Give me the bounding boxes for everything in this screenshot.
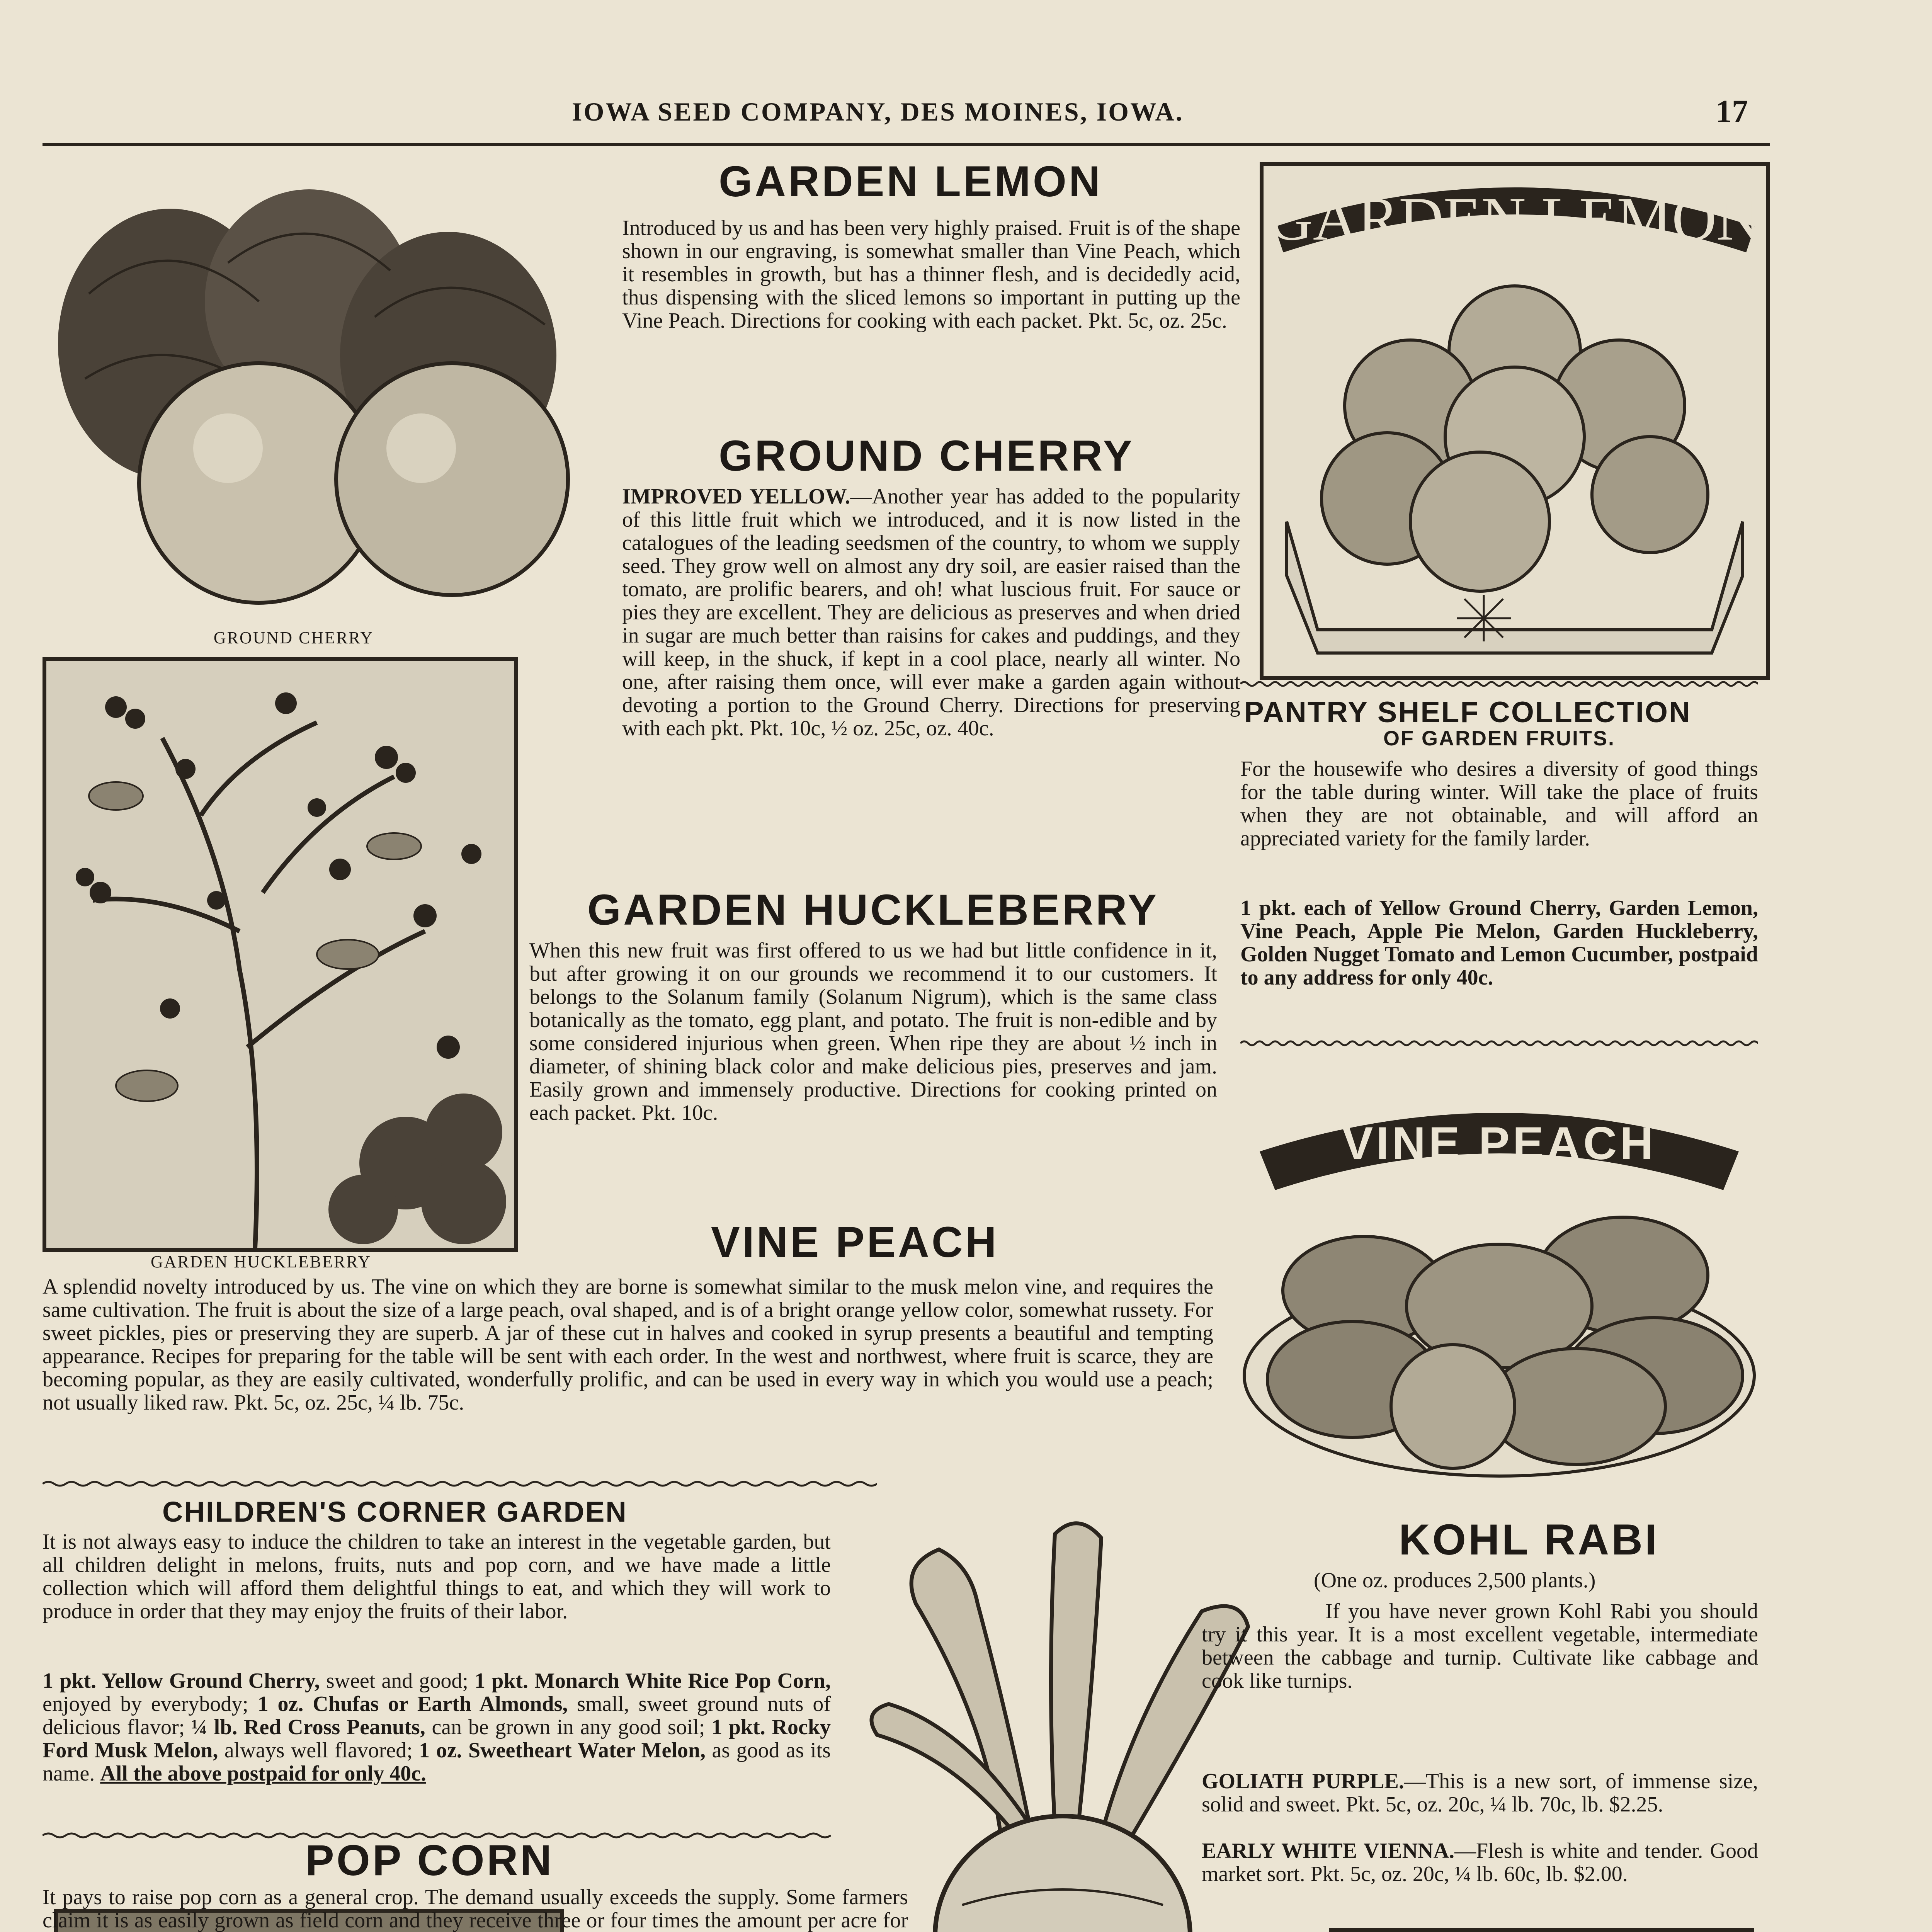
garden-huckleberry-caption: GARDEN HUCKLEBERRY xyxy=(151,1252,372,1271)
early-white-vienna-name: EARLY WHITE VIENNA. xyxy=(1202,1839,1455,1863)
offer-pop-corn: 1 pkt. Monarch White Rice Pop Corn, xyxy=(474,1669,831,1693)
ground-cherry-illustration xyxy=(43,178,576,611)
offer-text-2: enjoyed by everybody; xyxy=(43,1692,258,1716)
ground-cherry-description: —Another year has added to the popularity of this little fruit which we introduced, and it is now listed in the catalogues of the leading seedsmen of the country, to whom we supply seed. They grow well on almost any dry soil, are easier raised than the tomato, are prolific bearers, and oh! what luscious fruit. For sauce or pies they are excellent. They are delicious as preserves and when dried in sugar are much better than raisins for cakes and puddings, and they will keep, in the shuck, if kept in a cool place, nearly all winter. No one, after raising them once, will ever make a garden again without devoting a portion to the Ground Cherry. Directions for preserving with each pkt. Pkt. 10c, ½ oz. 25c, oz. 40c. xyxy=(622,485,1240,740)
vine-peach-heading: VINE PEACH xyxy=(711,1218,999,1266)
garden-lemon-illustration xyxy=(1260,162,1770,680)
offer-text-3: small, sweet ground nuts of delicious flavor; xyxy=(43,1692,831,1739)
goliath-purple-entry xyxy=(1202,1770,1758,1816)
pantry-offer: 1 pkt. each of Yellow Ground Cherry, Garden Lemon, Vine Peach, Apple Pie Melon, Garden Huckleberry, Golden Nugget Tomato and Lemon Cucumber, postpaid to any address for only 40c. xyxy=(1240,896,1758,990)
goliath-purple-name: GOLIATH PURPLE. xyxy=(1202,1769,1404,1793)
leek-illustration xyxy=(1329,1928,1754,1932)
page-number: 17 xyxy=(1716,94,1748,129)
vine-peach-rule xyxy=(43,1480,877,1488)
kohl-rabi-text: If you have never grown Kohl Rabi you should try it this year. It is a most excellent vegetable, intermediate between the cabbage and turnip. Cultivate like cabbage and cook like turnips. xyxy=(1202,1599,1758,1693)
pantry-text: For the housewife who desires a diversity of good things for the table during winter. Will take the place of fruits when they are not obtainable, and will afford an appreciated variety for the family larder. xyxy=(1240,757,1758,850)
ground-cherry-text xyxy=(622,485,1240,740)
garden-huckleberry-heading: GARDEN HUCKLEBERRY xyxy=(587,886,1159,934)
vine-peach-illustration xyxy=(1236,1059,1762,1503)
garden-lemon-text: Introduced by us and has been very highly praised. Fruit is of the shape shown in our engraving, is somewhat smaller than Vine Peach, which it resembles in growth, but has a thinner flesh, and is decidedly acid, thus dispensing with the sliced lemons so important in putting up the Vine Peach. Directions for cooking with each packet. Pkt. 5c, oz. 25c. xyxy=(622,216,1240,333)
pop-corn-heading: POP CORN xyxy=(305,1836,554,1884)
offer-peanuts: ¼ lb. Red Cross Peanuts, xyxy=(191,1715,425,1739)
pantry-heading: PANTRY SHELF COLLECTION xyxy=(1244,696,1691,729)
offer-text-4: can be grown in any good soil; xyxy=(425,1715,712,1739)
childrens-offer xyxy=(43,1669,831,1785)
offer-text-1: sweet and good; xyxy=(320,1669,475,1693)
childrens-heading: CHILDREN'S CORNER GARDEN xyxy=(162,1496,628,1528)
vine-peach-banner: VINE PEACH xyxy=(1342,1117,1656,1169)
goliath-purple-text: —This is a new sort, of immense size, solid and sweet. Pkt. 5c, oz. 20c, ¼ lb. 70c, lb. $2.25. xyxy=(1202,1769,1758,1816)
garden-huckleberry-illustration xyxy=(43,657,518,1252)
ground-cherry-caption: GROUND CHERRY xyxy=(213,628,374,647)
pantry-subheading: OF GARDEN FRUITS. xyxy=(1383,727,1615,750)
offer-musk-melon: 1 pkt. Rocky Ford Musk Melon, xyxy=(43,1715,831,1762)
pantry-bottom-rule xyxy=(1240,1039,1758,1047)
offer-ground-cherry: 1 pkt. Yellow Ground Cherry, xyxy=(43,1669,320,1693)
ground-cherry-heading: GROUND CHERRY xyxy=(719,432,1134,480)
garden-lemon-heading: GARDEN LEMON xyxy=(719,157,1102,206)
ground-cherry-variety: IMPROVED YELLOW. xyxy=(622,485,850,509)
offer-price: All the above postpaid for only 40c. xyxy=(100,1762,426,1786)
kohl-rabi-yield: (One oz. produces 2,500 plants.) xyxy=(1314,1568,1596,1592)
offer-text-6: as good as its name. xyxy=(43,1738,831,1786)
childrens-text: It is not always easy to induce the children to take an interest in the vegetable garden, but all children delight in melons, fruits, nuts and pop corn, and we have made a little collection which will afford them delightful things to eat, and which they will work to produce in order that they may enjoy the fruits of their labor. xyxy=(43,1530,831,1623)
vine-peach-text: A splendid novelty introduced by us. The vine on which they are borne is somewhat similar to the musk melon vine, and requires the same cultivation. The fruit is about the size of a large peach, oval shaped, and is of a bright orange yellow color, somewhat russety. For sweet pickles, pies or preserving they are superb. A jar of these cut in halves and cooked in syrup presents a beautiful and tempting appearance. Recipes for preparing for the table will be sent with each order. In the west and northwest, where fruit is scarce, they are becoming popular, as they are easily cultivated, wonderfully prolific, and can be used in every way in which you would use a peach; not usually liked raw. Pkt. 5c, oz. 25c, ¼ lb. 75c. xyxy=(43,1275,1213,1415)
early-white-vienna-text: —Flesh is white and tender. Good market sort. Pkt. 5c, oz. 20c, ¼ lb. 60c, lb. $2.00. xyxy=(1202,1839,1759,1886)
kohl-rabi-heading: KOHL RABI xyxy=(1399,1515,1660,1564)
offer-water-melon: 1 oz. Sweetheart Water Melon, xyxy=(419,1738,706,1762)
early-white-vienna-entry xyxy=(1202,1839,1758,1886)
pantry-top-rule xyxy=(1240,680,1758,688)
garden-huckleberry-text: When this new fruit was first offered to us we had but little confidence in it, but after growing it on our grounds we recommend it to our customers. It belongs to the Solanum family (Solanum Nigrum), which is the same class botanically as the tomato, egg plant, and potato. The fruit is non-edible and by some considered injurious when green. When ripe they are about ½ inch in diameter, of shining black color and make delicious pies, preserves and jam. Easily grown and immensely productive. Directions for cooking printed on each packet. Pkt. 10c. xyxy=(529,939,1217,1125)
header-rule xyxy=(43,143,1770,146)
offer-chufas: 1 oz. Chufas or Earth Almonds, xyxy=(257,1692,568,1716)
running-head: IOWA SEED COMPANY, DES MOINES, IOWA. xyxy=(572,97,1184,126)
offer-text-5: always well flavored; xyxy=(218,1738,419,1762)
pop-corn-intro: It pays to raise pop corn as a general crop. The demand usually exceeds the supply. Some farmers claim it is as easily grown as field corn and they receive three or four times the amount per acre for xyxy=(43,1886,908,1932)
garden-lemon-banner: GARDEN LEMON xyxy=(1268,184,1761,253)
